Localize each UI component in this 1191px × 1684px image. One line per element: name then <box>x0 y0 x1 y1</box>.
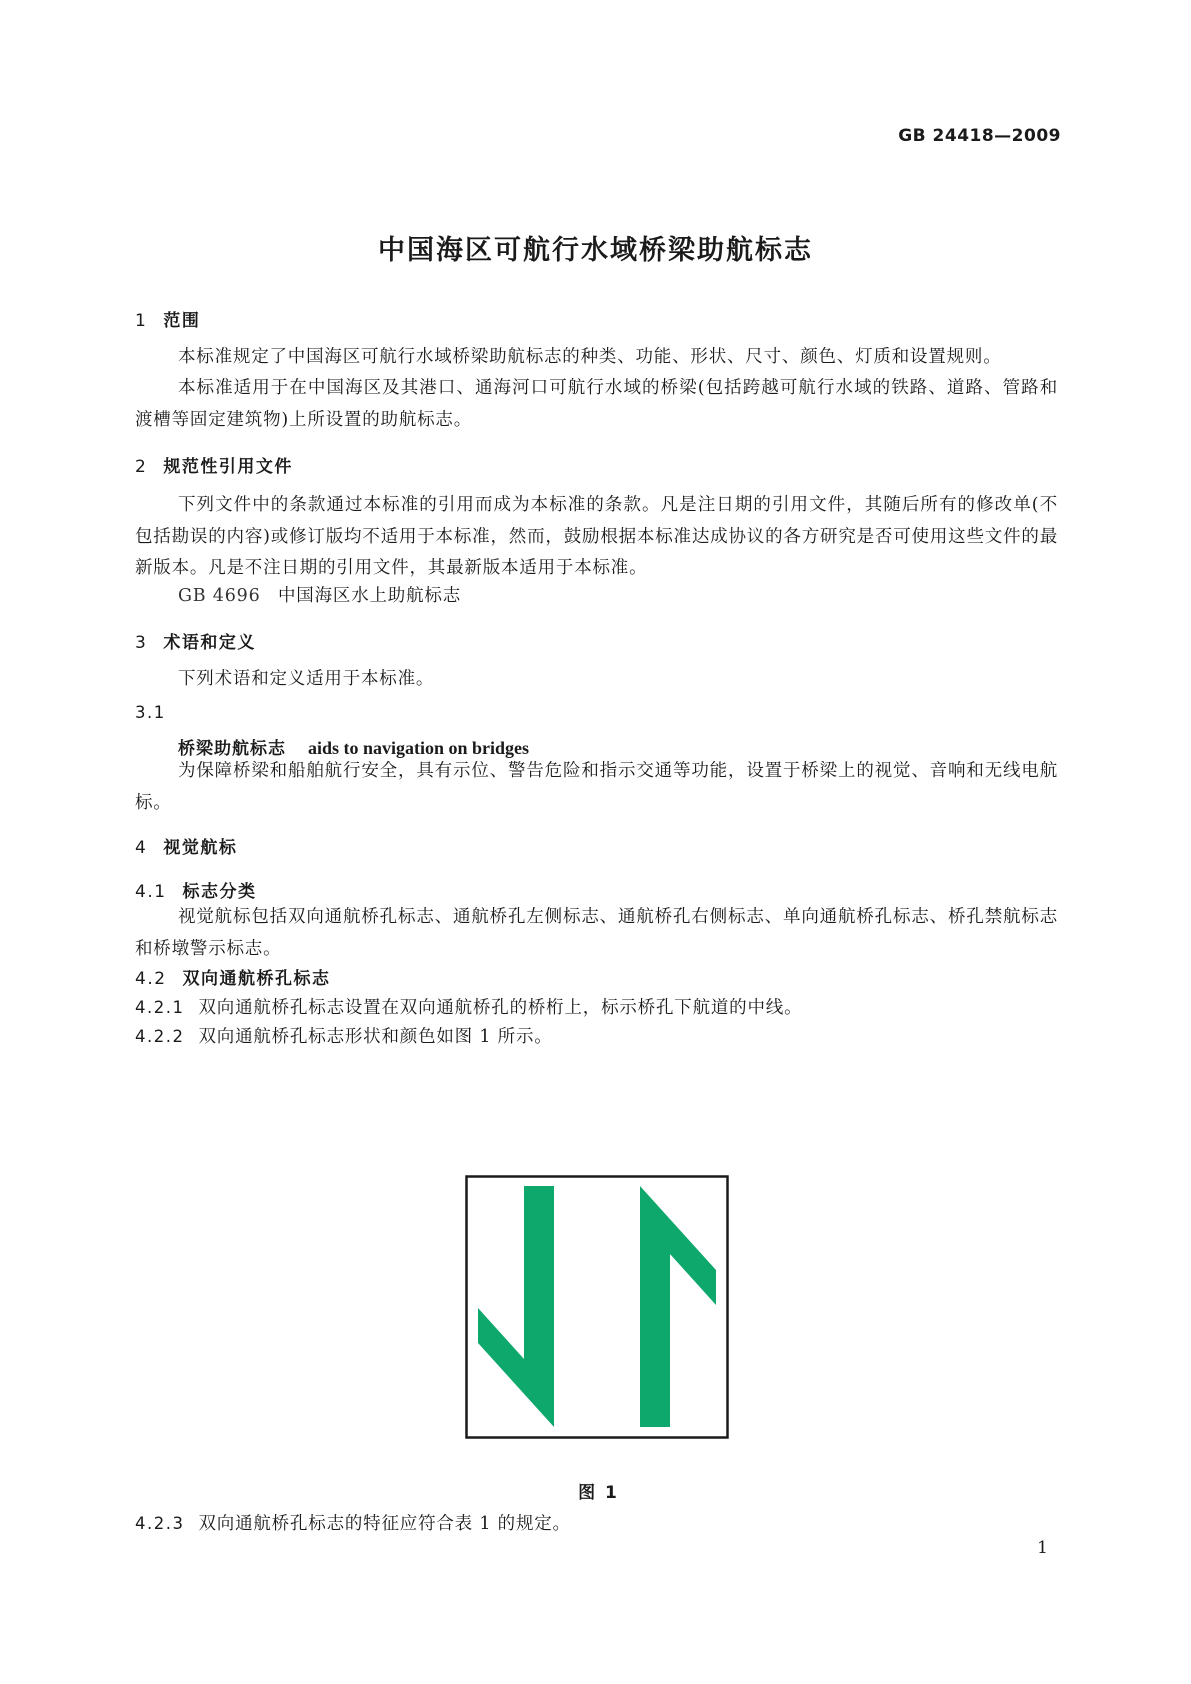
section-2-paragraph-1: 下列文件中的条款通过本标准的引用而成为本标准的条款。凡是注日期的引用文件，其随后所有的修改单(不包括勘误的内容)或修订版均不适用于本标准，然而，鼓励根据本标准达成协议的各方研究是否可使用这些文件的最新版本。凡是不注日期的引用文件，其最新版本适用于本标准。 <box>135 495 1058 578</box>
section-4-heading <box>135 833 237 858</box>
document-title: 中国海区可航行水域桥梁助航标志 <box>378 235 813 266</box>
section-number: 3 <box>135 633 148 653</box>
term-english: aids to navigation on bridges <box>308 738 530 758</box>
clause-4-2-2 <box>135 1023 553 1048</box>
page-number: 1 <box>1037 1538 1048 1558</box>
reference-code: GB 4696 <box>178 586 261 606</box>
subsection-4-2-heading <box>135 964 331 989</box>
subsection-number: 4.1 <box>135 882 167 902</box>
section-title: 术语和定义 <box>163 633 256 653</box>
term-definition: 为保障桥梁和船舶航行安全，具有示位、警告危险和指示交通等功能，设置于桥梁上的视觉、音响和无线电航标。 <box>135 761 1058 813</box>
section-number: 1 <box>135 311 148 331</box>
term-chinese: 桥梁助航标志 <box>178 739 286 759</box>
normative-reference <box>178 582 461 607</box>
sign-border <box>467 1177 728 1438</box>
section-number: 2 <box>135 457 148 477</box>
reference-title: 中国海区水上助航标志 <box>278 586 461 606</box>
clause-number: 4.2.2 <box>135 1027 185 1046</box>
subsection-title: 标志分类 <box>182 882 257 902</box>
section-1-paragraph-1: 本标准规定了中国海区可航行水域桥梁助航标志的种类、功能、形状、尺寸、颜色、灯质和设置规则。 <box>178 347 1002 367</box>
clause-text: 双向通航桥孔标志设置在双向通航桥孔的桥桁上，标示桥孔下航道的中线。 <box>198 998 803 1018</box>
section-title: 范围 <box>163 311 201 331</box>
clause-number: 4.2.3 <box>135 1514 185 1533</box>
subsection-4-1-paragraph: 视觉航标包括双向通航桥孔标志、通航桥孔左侧标志、通航桥孔右侧标志、单向通航桥孔标志、桥孔禁航标志和桥墩警示标志。 <box>135 907 1058 959</box>
clause-number: 4.2.1 <box>135 998 185 1017</box>
section-3-heading <box>135 628 256 653</box>
subsection-title: 双向通航桥孔标志 <box>182 969 331 989</box>
clause-4-2-1 <box>135 994 802 1019</box>
subsection-3-1-number <box>135 703 180 723</box>
figure-1-two-way-span-sign <box>465 1175 729 1439</box>
clause-text: 双向通航桥孔标志的特征应符合表 1 的规定。 <box>198 1514 571 1534</box>
section-1-paragraph-2: 本标准适用于在中国海区及其港口、通海河口可航行水域的桥梁(包括跨越可航行水域的铁路、道路、管路和渡槽等固定建筑物)上所设置的助航标志。 <box>135 378 1058 430</box>
standard-code: GB 24418—2009 <box>898 126 1061 146</box>
section-1-heading <box>135 306 200 331</box>
figure-caption: 图 1 <box>578 1483 619 1503</box>
section-title: 规范性引用文件 <box>163 457 293 477</box>
clause-4-2-3 <box>135 1510 571 1535</box>
section-number: 4 <box>135 838 148 858</box>
clause-text: 双向通航桥孔标志形状和颜色如图 1 所示。 <box>198 1027 553 1047</box>
subsection-number: 4.2 <box>135 969 167 989</box>
section-2-heading <box>135 452 293 477</box>
subsection-number: 3.1 <box>135 703 166 722</box>
section-3-paragraph-1: 下列术语和定义适用于本标准。 <box>178 669 435 689</box>
subsection-4-1-heading <box>135 877 257 902</box>
section-title: 视觉航标 <box>163 838 238 858</box>
